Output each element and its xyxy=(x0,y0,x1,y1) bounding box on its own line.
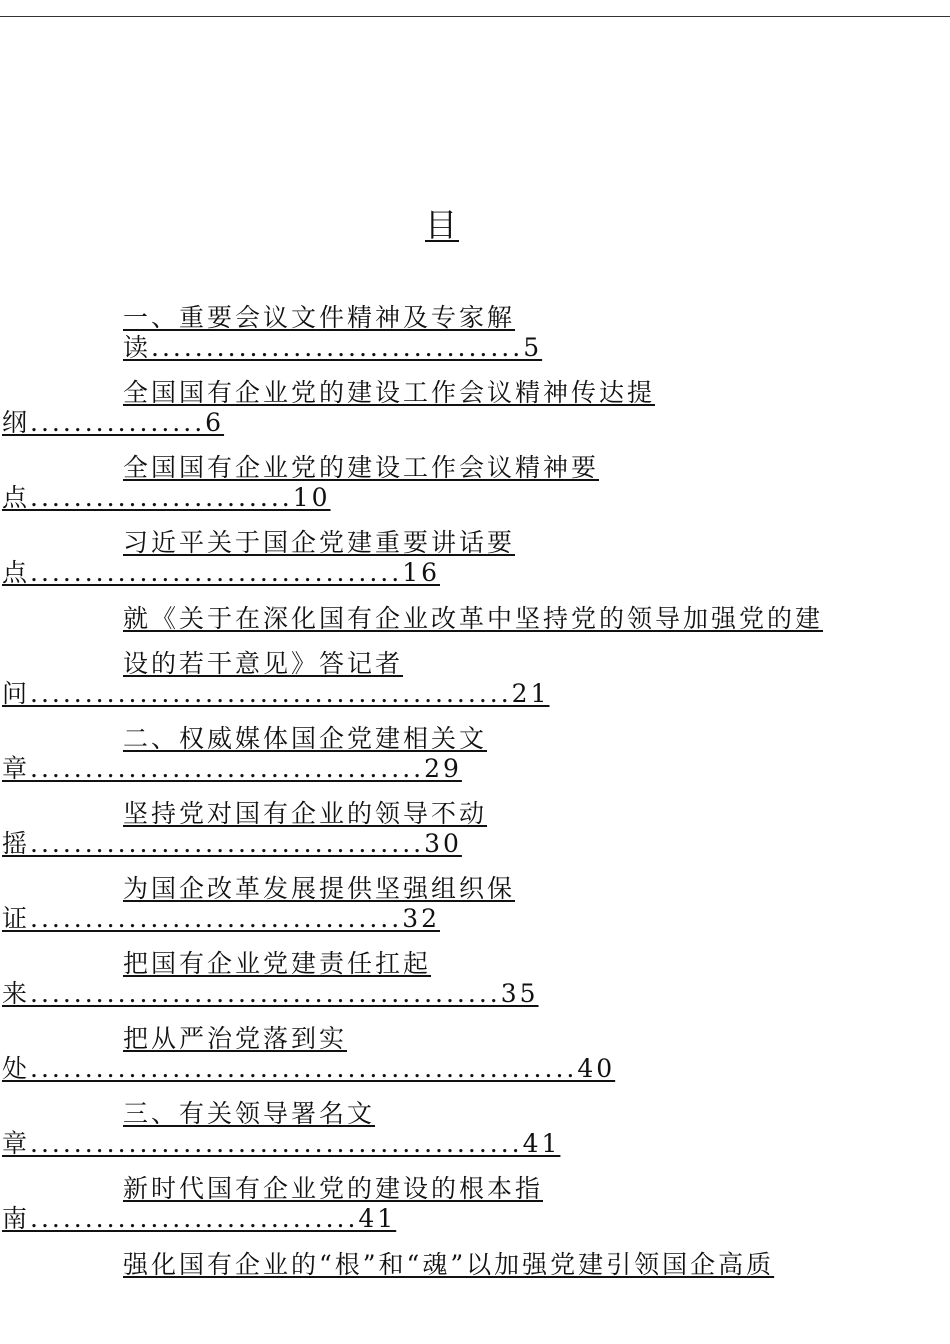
toc-entry-6-page-line[interactable]: 章....................................29 xyxy=(2,754,462,783)
toc-entry-2-page-line[interactable]: 纲................6 xyxy=(2,408,225,437)
toc-entry-8-title[interactable]: 为国企改革发展提供坚强组织保 xyxy=(123,874,516,903)
toc-entry-4-page-line[interactable]: 点..................................16 xyxy=(2,558,441,587)
toc-entry-2-title[interactable]: 全国国有企业党的建设工作会议精神传达提 xyxy=(123,378,656,407)
toc-entry-4-title[interactable]: 习近平关于国企党建重要讲话要 xyxy=(123,528,516,557)
header-rule xyxy=(0,16,950,17)
toc-entry-3-page-line[interactable]: 点........................10 xyxy=(2,483,331,512)
toc-entry-10-title[interactable]: 把从严治党落到实 xyxy=(123,1024,348,1053)
toc-entry-6-title[interactable]: 二、权威媒体国企党建相关文 xyxy=(123,724,488,753)
toc-entry-1-page-line[interactable]: 读..................................5 xyxy=(123,333,543,362)
toc-entry-11-title[interactable]: 三、有关领导署名文 xyxy=(123,1099,376,1128)
toc-entry-9-title[interactable]: 把国有企业党建责任扛起 xyxy=(123,949,432,978)
toc-entry-5-title[interactable]: 就《关于在深化国有企业改革中坚持党的领导加强党的建 xyxy=(123,604,824,633)
toc-entry-11-page-line[interactable]: 章.............................................41 xyxy=(2,1129,561,1158)
toc-entry-10-page-line[interactable]: 处..................................................40 xyxy=(2,1054,616,1083)
toc-entry-5-page-line[interactable]: 问............................................21 xyxy=(2,679,550,708)
toc-entry-12-title[interactable]: 新时代国有企业党的建设的根本指 xyxy=(123,1174,544,1203)
toc-entry-5-title-cont[interactable]: 设的若干意见》答记者 xyxy=(123,649,404,678)
toc-title: 目 xyxy=(425,206,460,244)
toc-entry-7-page-line[interactable]: 摇....................................30 xyxy=(2,829,462,858)
toc-entry-1-title[interactable]: 一、重要会议文件精神及专家解 xyxy=(123,303,516,332)
toc-entry-13-title[interactable]: 强化国有企业的“根”和“魂”以加强党建引领国企高质 xyxy=(123,1250,775,1279)
toc-entry-12-page-line[interactable]: 南..............................41 xyxy=(2,1204,397,1233)
toc-entry-3-title[interactable]: 全国国有企业党的建设工作会议精神要 xyxy=(123,453,600,482)
toc-entry-7-title[interactable]: 坚持党对国有企业的领导不动 xyxy=(123,799,488,828)
toc-entry-8-page-line[interactable]: 证..................................32 xyxy=(2,904,441,933)
toc-entry-9-page-line[interactable]: 来...........................................35 xyxy=(2,979,539,1008)
